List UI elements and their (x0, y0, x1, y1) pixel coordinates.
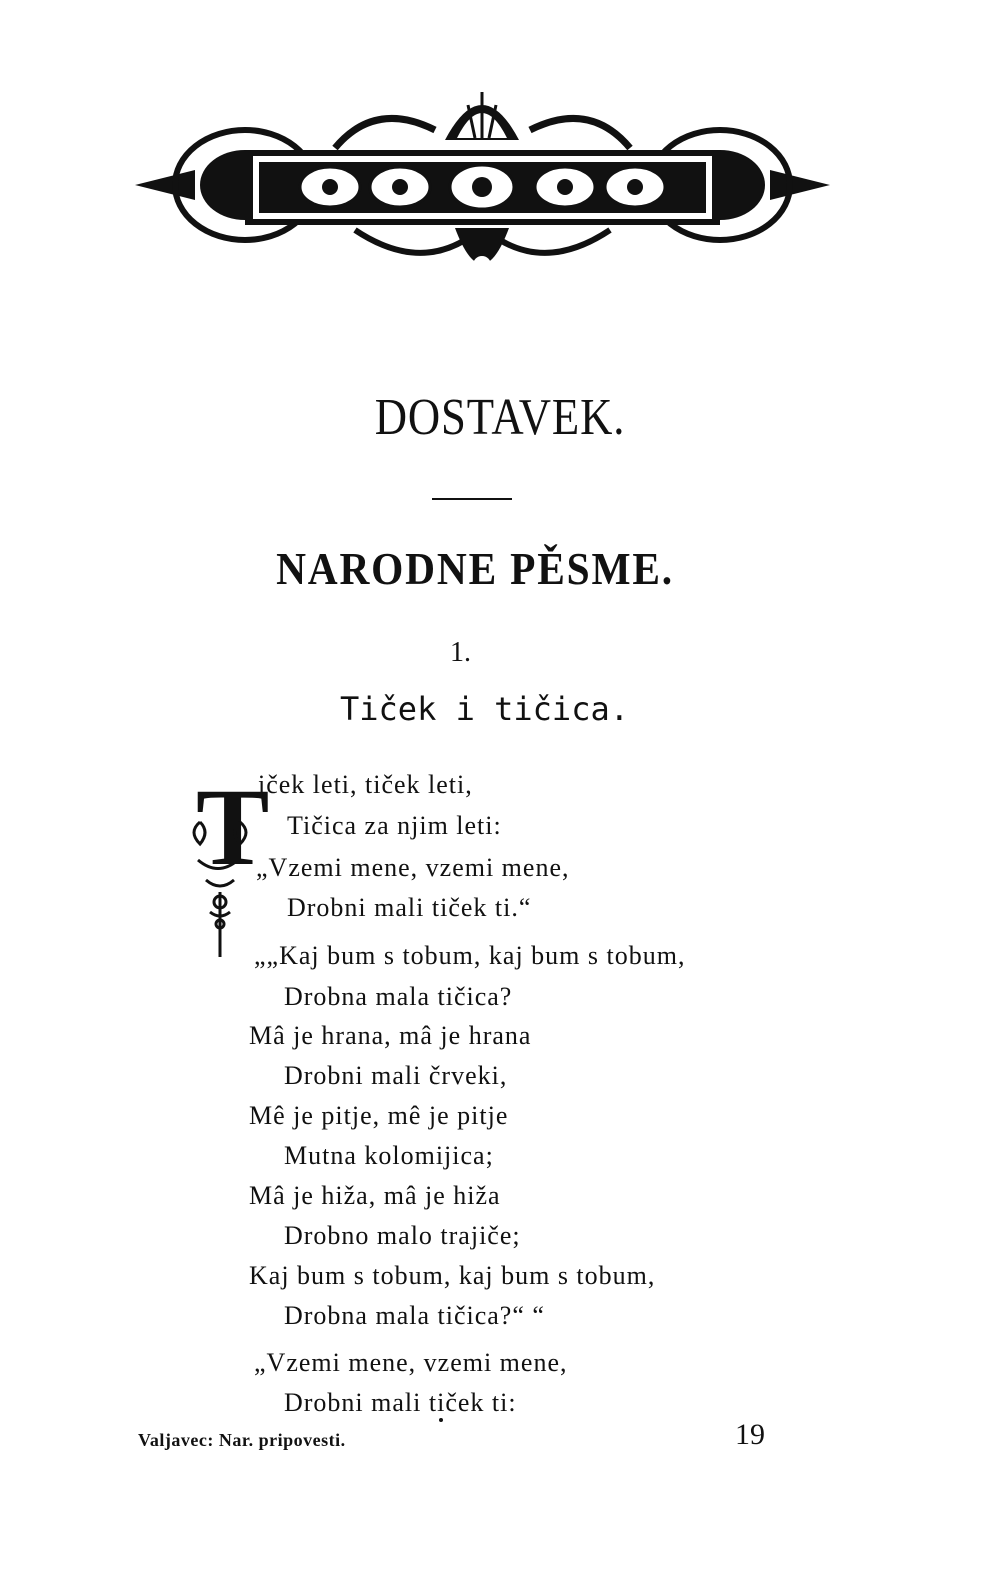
dropcap-t (188, 752, 270, 957)
poem-line: Drobni mali tiček ti: (284, 1388, 517, 1417)
poem-line: „Vzemi mene, vzemi mene, (256, 853, 570, 882)
poem-line: Kaj bum s tobum, kaj bum s tobum, (249, 1261, 656, 1290)
poem-line: Drobni mali črveki, (284, 1061, 508, 1090)
poem-title: Tiček i tičica. (340, 690, 629, 728)
signature-mark (439, 1418, 443, 1422)
poem-line: Mâ je hrana, mâ je hrana (249, 1021, 532, 1050)
poem-line: „Vzemi mene, vzemi mene, (254, 1348, 568, 1377)
dropcap-letter: T (196, 766, 270, 888)
poem-line: Mâ je hiža, mâ je hiža (249, 1181, 501, 1210)
poem-line: Drobna mala tičica?“ “ (284, 1301, 545, 1330)
decorative-ornament (135, 70, 830, 300)
footer-source: Valjavec: Nar. pripovesti. (138, 1430, 346, 1450)
poem-number: 1. (450, 637, 471, 668)
poem-line: Mê je pitje, mê je pitje (249, 1101, 509, 1130)
poem-line: Mutna kolomijica; (284, 1141, 494, 1170)
poem-line: iček leti, tiček leti, (258, 770, 473, 799)
poem-line: Drobno malo trajiče; (284, 1221, 521, 1250)
heading-divider (432, 498, 512, 500)
poem-line: Tičica za njim leti: (287, 811, 502, 840)
page-heading: DOSTAVEK. (374, 389, 626, 446)
poem-line: „„Kaj bum s tobum, kaj bum s tobum, (254, 941, 686, 970)
page-number: 19 (735, 1418, 765, 1451)
poem-line: Drobna mala tičica? (284, 982, 513, 1011)
poem-line: Drobni mali tiček ti.“ (287, 893, 532, 922)
section-title: NARODNE PĚSME. (276, 543, 674, 594)
